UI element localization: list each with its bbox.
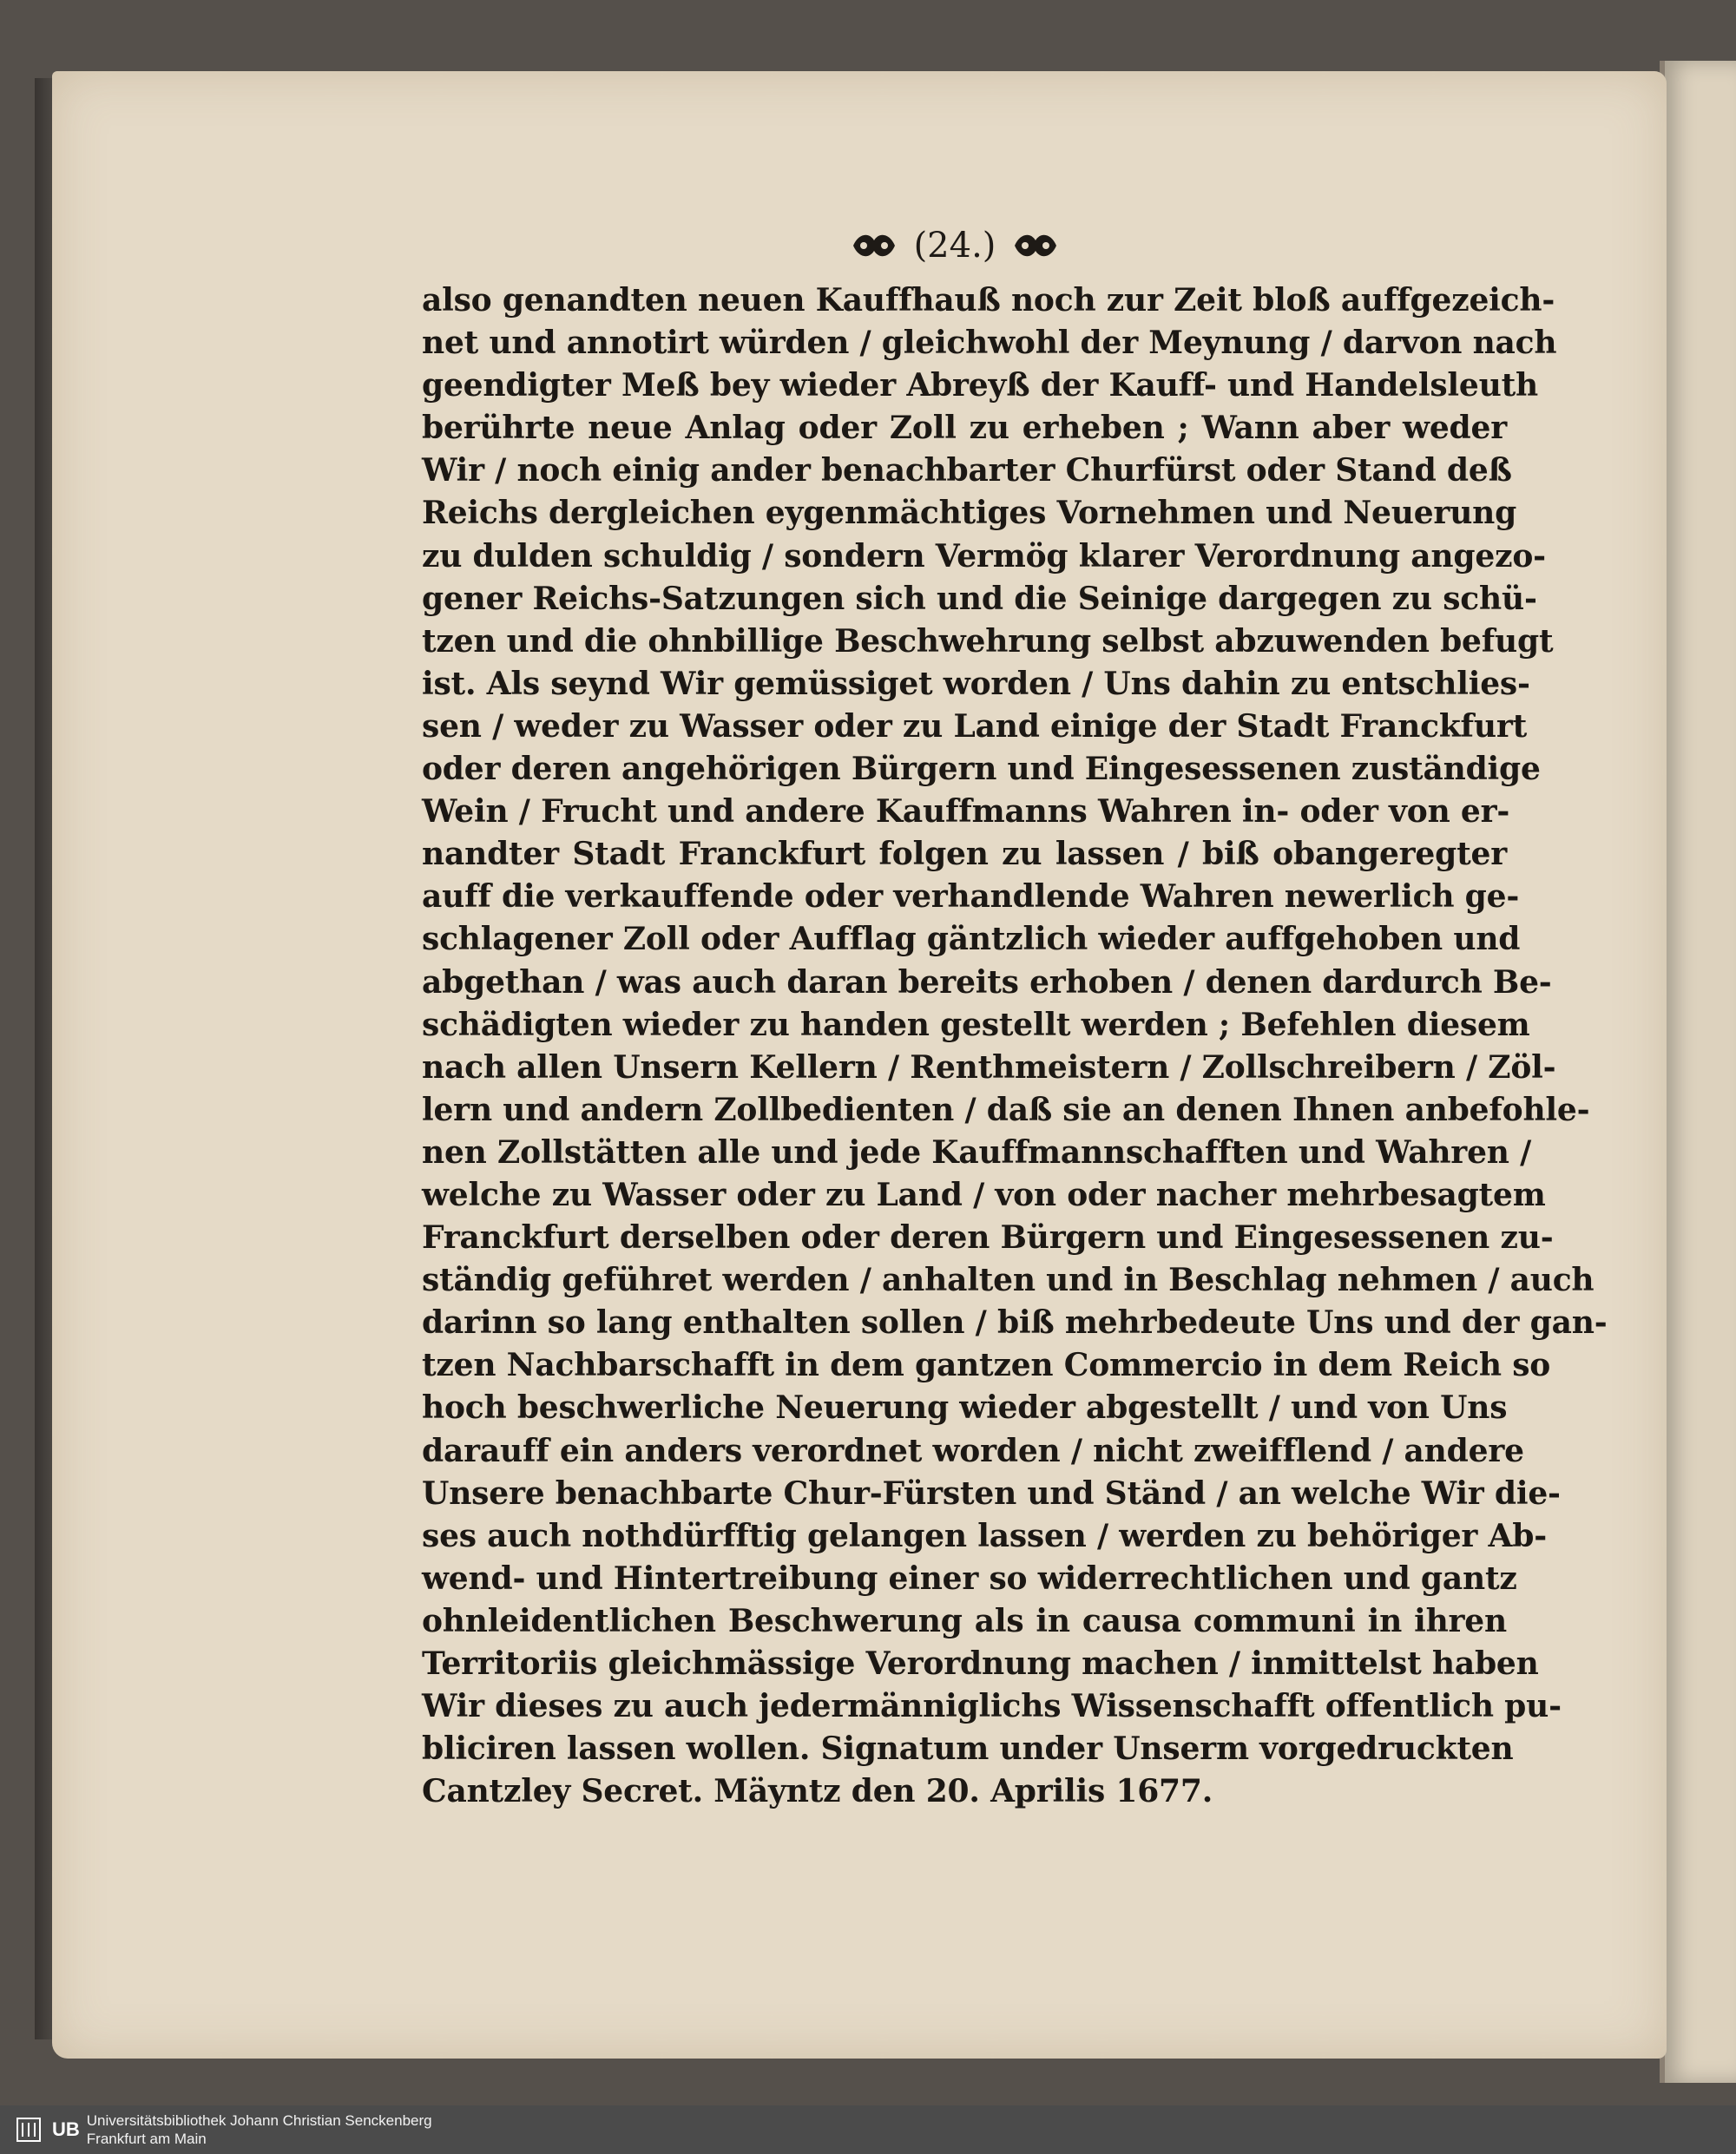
text-line: oder deren angehörigen Bürgern und Eingesessenen zuständige: [422, 751, 1541, 788]
floral-ornament-left-icon: [850, 228, 898, 263]
text-line: Wir / noch einig ander benachbarter Churfürst oder Stand deß: [422, 452, 1512, 489]
text-line: tzen Nachbarschafft in dem gantzen Commercio in dem Reich so: [422, 1347, 1551, 1384]
text-line: ist. Als seynd Wir gemüssiget worden / Uns dahin zu entschlies-: [422, 665, 1530, 702]
library-name-line1: Universitätsbibliothek Johann Christian Senckenberg: [86, 2112, 432, 2129]
body-text: [422, 279, 1608, 1813]
floral-ornament-right-icon: [1011, 228, 1060, 263]
library-name: [87, 2111, 432, 2148]
text-line: abgethan / was auch daran bereits erhoben / denen dardurch Be-: [422, 963, 1552, 1001]
text-line: wend- und Hintertreibung einer so widerrechtlichen und gantz: [422, 1560, 1517, 1597]
text-line: net und annotirt würden / gleichwohl der Meynung / darvon nach: [422, 325, 1557, 362]
text-line: Territoriis gleichmässige Verordnung machen / inmittelst haben: [422, 1645, 1539, 1682]
text-line: nach allen Unsern Kellern / Renthmeistern / Zollschreibern / Zöl-: [422, 1048, 1556, 1086]
text-line: lern und andern Zollbedienten / daß sie an denen Ihnen anbefohle-: [422, 1091, 1590, 1128]
text-line: hoch beschwerliche Neuerung wieder abgestellt / und von Uns: [422, 1389, 1508, 1427]
text-line: berührte neue Anlag oder Zoll zu erheben ; Wann aber weder: [422, 410, 1507, 447]
text-line: nen Zollstätten alle und jede Kauffmannschafften und Wahren /: [422, 1133, 1532, 1171]
text-line: nandter Stadt Franckfurt folgen zu lassen / biß obangeregter: [422, 836, 1507, 873]
text-line: also genandten neuen Kauffhauß noch zur Zeit bloß auffgezeich-: [422, 282, 1555, 319]
text-line: tzen und die ohnbillige Beschwehrung selbst abzuwenden befugt: [422, 622, 1554, 660]
ub-logo-text: UB: [52, 2118, 80, 2140]
page-header: [833, 217, 1076, 274]
text-line: geendigter Meß bey wieder Abreyß der Kauff- und Handelsleuth: [422, 367, 1538, 404]
library-footer-bar: [0, 2105, 1736, 2154]
text-line: Cantzley Secret. Mäyntz den 20. Aprilis 1677.: [422, 1773, 1213, 1810]
library-name-line2: Frankfurt am Main: [86, 2131, 207, 2147]
text-line: Reichs dergleichen eygenmächtiges Vornehmen und Neuerung: [422, 495, 1517, 532]
text-line: Franckfurt derselben oder deren Bürgern und Eingesessenen zu-: [422, 1219, 1554, 1257]
text-line: gener Reichs-Satzungen sich und die Seinige dargegen zu schü-: [422, 580, 1537, 617]
text-line: schlagener Zoll oder Aufflag gäntzlich wieder auffgehoben und: [422, 921, 1521, 958]
text-line: Wein / Frucht und andere Kauffmanns Wahren in- oder von er-: [422, 793, 1510, 831]
text-line: darauff ein anders verordnet worden / nicht zweifflend / andere: [422, 1432, 1524, 1469]
text-line: darinn so lang enthalten sollen / biß mehrbedeute Uns und der gan-: [422, 1304, 1608, 1342]
text-line: Unsere benachbarte Chur-Fürsten und Ständ / an welche Wir die-: [422, 1474, 1561, 1512]
page-number: (24.): [913, 226, 996, 266]
text-line: schädigten wieder zu handen gestellt werden ; Befehlen diesem: [422, 1006, 1530, 1043]
text-line: Wir dieses zu auch jedermänniglichs Wissenschafft offentlich pu-: [422, 1688, 1562, 1725]
next-page-edge: [1660, 61, 1736, 2083]
text-line: auff die verkauffende oder verhandlende Wahren newerlich ge-: [422, 878, 1520, 916]
text-line: ohnleidentlichen Beschwerung als in causa communi in ihren: [422, 1602, 1507, 1639]
text-line: zu dulden schuldig / sondern Vermög klarer Verordnung angezo-: [422, 537, 1546, 575]
text-line: sen / weder zu Wasser oder zu Land einige der Stadt Franckfurt: [422, 707, 1528, 745]
text-line: ses auch nothdürfftig gelangen lassen / werden zu behöriger Ab-: [422, 1517, 1547, 1554]
text-line: welche zu Wasser oder zu Land / von oder nacher mehrbesagtem: [422, 1176, 1546, 1213]
text-line: bliciren lassen wollen. Signatum under Unserm vorgedruckten: [422, 1730, 1514, 1768]
ub-logo-icon: [9, 2112, 49, 2147]
text-line: ständig geführet werden / anhalten und in Beschlag nehmen / auch: [422, 1262, 1595, 1299]
